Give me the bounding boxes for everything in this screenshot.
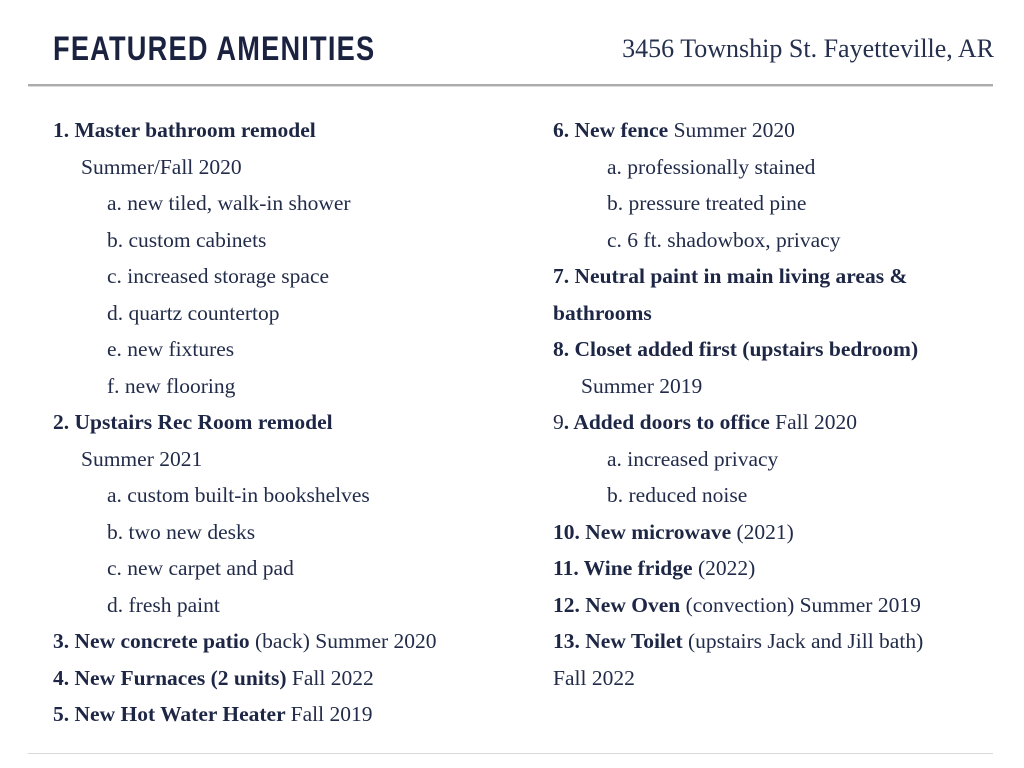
list-item bbox=[553, 477, 1024, 514]
list-item-text: (upstairs Jack and Jill bath) bbox=[687, 629, 924, 653]
list-item bbox=[53, 696, 525, 733]
list-item bbox=[53, 587, 525, 624]
list-item-text: d. quartz countertop bbox=[107, 300, 280, 325]
list-item bbox=[553, 623, 1024, 660]
list-item bbox=[553, 112, 1024, 149]
list-item-text: 13. New Toilet bbox=[553, 629, 688, 653]
list-item-text: c. increased storage space bbox=[107, 264, 330, 288]
list-item-text: a. new tiled, walk-in shower bbox=[107, 191, 351, 215]
list-item bbox=[553, 514, 1024, 551]
footer-divider bbox=[28, 753, 993, 754]
list-item bbox=[53, 514, 525, 551]
list-item bbox=[553, 222, 1024, 259]
list-item-text: (2022) bbox=[697, 556, 756, 580]
list-item-text: b. custom cabinets bbox=[107, 227, 267, 252]
list-item bbox=[53, 149, 525, 186]
list-item-text: 1. Master bathroom remodel bbox=[53, 118, 316, 142]
list-item-text: (2021) bbox=[736, 519, 794, 544]
list-item-text: (back) Summer 2020 bbox=[255, 629, 437, 653]
amenities-column-right bbox=[553, 112, 1024, 696]
list-item bbox=[53, 112, 525, 149]
list-item-text: Summer 2019 bbox=[581, 373, 703, 398]
list-item bbox=[553, 149, 1024, 186]
list-item bbox=[553, 587, 1024, 624]
list-item-text: 8. Closet added first (upstairs bedroom) bbox=[553, 337, 919, 361]
list-item-text: b. two new desks bbox=[107, 519, 256, 544]
list-item-text: c. new carpet and pad bbox=[107, 556, 294, 580]
list-item-text: Fall 2022 bbox=[291, 665, 374, 690]
list-item-text: 12. New Oven bbox=[553, 592, 686, 617]
list-item-text: a. professionally stained bbox=[607, 154, 816, 179]
list-item bbox=[53, 295, 525, 332]
list-item bbox=[53, 550, 525, 587]
list-item-text: bathrooms bbox=[553, 300, 652, 325]
list-item-text: f. new flooring bbox=[107, 373, 236, 398]
amenities-column-left bbox=[53, 112, 525, 733]
list-item bbox=[553, 295, 1024, 332]
list-item-text: b. pressure treated pine bbox=[607, 191, 807, 215]
list-item-text: . Added doors to office bbox=[563, 410, 776, 434]
list-item-text: 5. New Hot Water Heater bbox=[53, 702, 291, 726]
list-item bbox=[53, 441, 525, 478]
list-item bbox=[53, 477, 525, 514]
list-item bbox=[53, 404, 525, 441]
list-item-text: Summer/Fall 2020 bbox=[81, 154, 242, 179]
header-divider bbox=[28, 84, 993, 86]
list-item-text: Fall 2019 bbox=[290, 702, 373, 726]
list-item bbox=[553, 331, 1024, 368]
list-item-text: c. 6 ft. shadowbox, privacy bbox=[607, 227, 841, 252]
list-item-text: e. new fixtures bbox=[107, 337, 235, 361]
list-item bbox=[53, 368, 525, 405]
page-title: FEATURED AMENITIES bbox=[53, 30, 376, 68]
list-item-text: 3. New concrete patio bbox=[53, 629, 256, 653]
list-item-text: b. reduced noise bbox=[607, 483, 748, 507]
list-item-text: a. increased privacy bbox=[607, 446, 779, 471]
list-item-text: d. fresh paint bbox=[107, 592, 220, 617]
list-item bbox=[553, 404, 1024, 441]
list-item-text: Fall 2022 bbox=[553, 665, 635, 690]
list-item-text: Fall 2020 bbox=[775, 410, 857, 434]
list-item bbox=[53, 222, 525, 259]
list-item bbox=[553, 368, 1024, 405]
list-item-text: 9 bbox=[553, 410, 564, 434]
list-item-text: a. custom built-in bookshelves bbox=[107, 483, 370, 507]
list-item bbox=[553, 258, 1024, 295]
list-item bbox=[53, 331, 525, 368]
list-item bbox=[553, 550, 1024, 587]
list-item-text: 11. Wine fridge bbox=[553, 556, 698, 580]
list-item bbox=[553, 660, 1024, 697]
list-item-text: 4. New Furnaces (2 units) bbox=[53, 665, 292, 690]
list-item bbox=[53, 258, 525, 295]
list-item-text: Summer 2020 bbox=[673, 118, 795, 142]
list-item bbox=[553, 441, 1024, 478]
list-item-text: 10. New microwave bbox=[553, 519, 737, 544]
list-item bbox=[53, 623, 525, 660]
list-item-text: 2. Upstairs Rec Room remodel bbox=[53, 410, 333, 434]
list-item bbox=[553, 185, 1024, 222]
property-address: 3456 Township St. Fayetteville, AR bbox=[622, 34, 994, 63]
list-item-text: 7. Neutral paint in main living areas & bbox=[553, 264, 908, 288]
list-item bbox=[53, 660, 525, 697]
list-item bbox=[53, 185, 525, 222]
list-item-text: 6. New fence bbox=[553, 118, 674, 142]
list-item-text: Summer 2021 bbox=[81, 446, 203, 471]
list-item-text: (convection) Summer 2019 bbox=[685, 592, 921, 617]
